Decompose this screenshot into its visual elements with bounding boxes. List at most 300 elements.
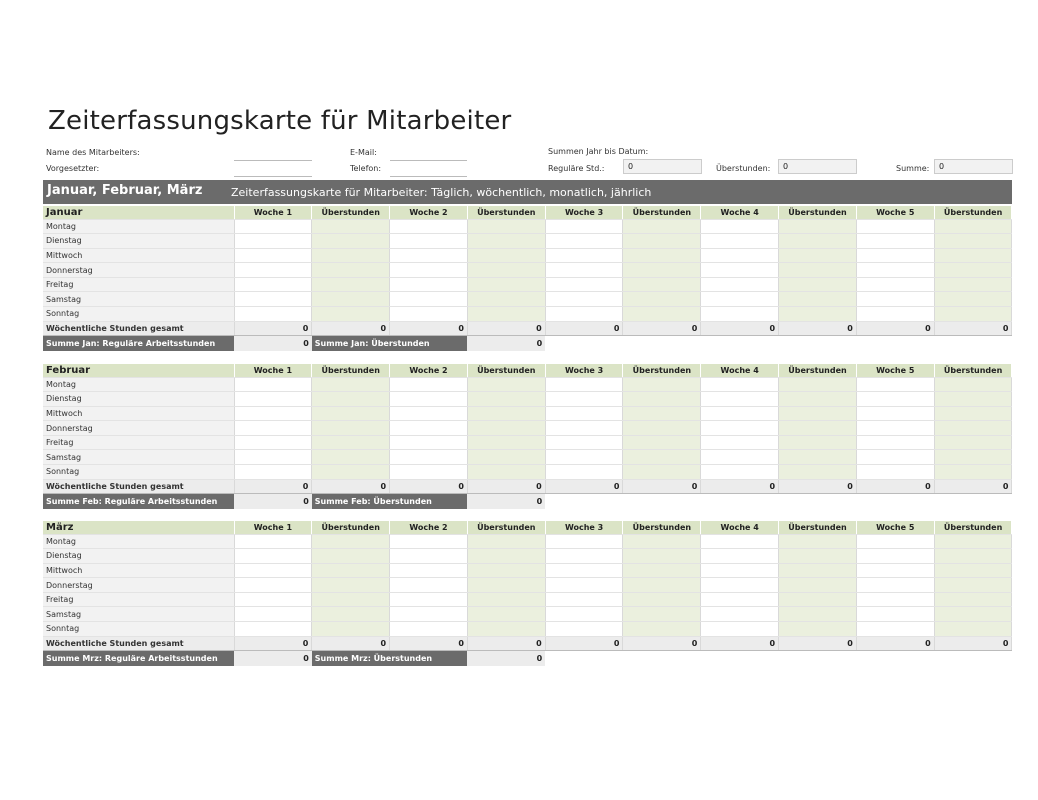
weekly-total-value: 0 [545, 321, 623, 336]
hours-cell[interactable] [312, 277, 390, 292]
hours-cell[interactable] [467, 307, 545, 322]
hours-cell[interactable] [312, 578, 390, 593]
hours-cell[interactable] [545, 563, 623, 578]
quarter-band [43, 180, 1012, 204]
hours-cell[interactable] [467, 292, 545, 307]
hours-cell[interactable] [779, 307, 857, 322]
total-value: 0 [934, 159, 1013, 174]
hours-cell[interactable] [623, 450, 701, 465]
hours-cell[interactable] [779, 435, 857, 450]
hours-cell[interactable] [312, 263, 390, 278]
weekly-total-value: 0 [934, 636, 1012, 651]
hours-cell[interactable] [779, 592, 857, 607]
weekly-total-value: 0 [467, 479, 545, 494]
hours-cell[interactable] [856, 465, 934, 480]
hours-cell[interactable] [623, 421, 701, 436]
hours-cell[interactable] [779, 377, 857, 392]
hours-cell[interactable] [934, 578, 1012, 593]
hours-cell[interactable] [701, 263, 779, 278]
hours-cell[interactable] [856, 450, 934, 465]
weekly-total-value: 0 [856, 636, 934, 651]
column-header: Überstunden [467, 206, 545, 219]
hours-cell[interactable] [312, 234, 390, 249]
hours-cell[interactable] [856, 292, 934, 307]
hours-cell[interactable] [467, 248, 545, 263]
column-header: Woche 3 [545, 521, 623, 534]
hours-cell[interactable] [467, 465, 545, 480]
hours-cell[interactable] [856, 435, 934, 450]
empty-cell [701, 494, 779, 509]
hours-cell[interactable] [545, 421, 623, 436]
hours-cell[interactable] [390, 592, 468, 607]
hours-cell[interactable] [312, 406, 390, 421]
hours-cell[interactable] [934, 248, 1012, 263]
hours-cell[interactable] [701, 563, 779, 578]
hours-cell[interactable] [934, 450, 1012, 465]
sum-overtime-label: Summe Mrz: Überstunden [312, 651, 468, 666]
hours-cell[interactable] [390, 307, 468, 322]
weekly-total-value: 0 [312, 321, 390, 336]
hours-cell[interactable] [779, 549, 857, 564]
empty-cell [856, 651, 934, 666]
month-name: Januar [43, 206, 234, 219]
hours-cell[interactable] [934, 563, 1012, 578]
hours-cell[interactable] [623, 392, 701, 407]
hours-cell[interactable] [856, 592, 934, 607]
hours-cell[interactable] [934, 392, 1012, 407]
empty-cell [623, 651, 701, 666]
hours-cell[interactable] [934, 421, 1012, 436]
hours-cell[interactable] [701, 435, 779, 450]
quarter-title: Januar, Februar, März [47, 183, 203, 198]
hours-cell[interactable] [934, 234, 1012, 249]
hours-cell[interactable] [234, 234, 312, 249]
hours-cell[interactable] [390, 406, 468, 421]
page-title: Zeiterfassungskarte für Mitarbeiter [48, 106, 512, 136]
hours-cell[interactable] [701, 465, 779, 480]
hours-cell[interactable] [701, 377, 779, 392]
hours-cell[interactable] [234, 392, 312, 407]
hours-cell[interactable] [934, 292, 1012, 307]
weekly-total-value: 0 [545, 636, 623, 651]
hours-cell[interactable] [467, 421, 545, 436]
hours-cell[interactable] [545, 406, 623, 421]
hours-cell[interactable] [701, 277, 779, 292]
weekly-total-label: Wöchentliche Stunden gesamt [43, 636, 234, 651]
hours-cell[interactable] [856, 578, 934, 593]
hours-cell[interactable] [856, 563, 934, 578]
day-label: Montag [43, 534, 234, 549]
weekly-total-value: 0 [390, 321, 468, 336]
column-header: Woche 2 [390, 521, 468, 534]
hours-cell[interactable] [779, 219, 857, 234]
hours-cell[interactable] [623, 263, 701, 278]
hours-cell[interactable] [390, 607, 468, 622]
column-header: Woche 4 [701, 521, 779, 534]
weekly-total-value: 0 [623, 321, 701, 336]
weekly-total-value: 0 [390, 636, 468, 651]
hours-cell[interactable] [234, 377, 312, 392]
hours-cell[interactable] [312, 563, 390, 578]
sum-overtime-label: Summe Jan: Überstunden [312, 336, 468, 351]
hours-cell[interactable] [623, 592, 701, 607]
hours-cell[interactable] [545, 607, 623, 622]
hours-cell[interactable] [234, 450, 312, 465]
hours-cell[interactable] [856, 219, 934, 234]
column-header: Überstunden [623, 206, 701, 219]
sum-regular-value: 0 [234, 651, 312, 666]
hours-cell[interactable] [312, 465, 390, 480]
hours-cell[interactable] [623, 622, 701, 637]
hours-cell[interactable] [623, 607, 701, 622]
hours-cell[interactable] [545, 248, 623, 263]
weekly-total-value: 0 [390, 479, 468, 494]
empty-cell [779, 494, 857, 509]
supervisor-field[interactable] [234, 162, 312, 177]
hours-cell[interactable] [779, 534, 857, 549]
hours-cell[interactable] [856, 248, 934, 263]
empty-cell [934, 336, 1012, 351]
hours-cell[interactable] [545, 263, 623, 278]
hours-cell[interactable] [934, 406, 1012, 421]
hours-cell[interactable] [390, 435, 468, 450]
hours-cell[interactable] [545, 307, 623, 322]
hours-cell[interactable] [856, 307, 934, 322]
hours-cell[interactable] [312, 622, 390, 637]
hours-cell[interactable] [312, 607, 390, 622]
hours-cell[interactable] [234, 465, 312, 480]
hours-cell[interactable] [390, 292, 468, 307]
day-label: Samstag [43, 450, 234, 465]
hours-cell[interactable] [234, 622, 312, 637]
hours-cell[interactable] [623, 219, 701, 234]
regular-hours-value: 0 [623, 159, 702, 174]
hours-cell[interactable] [779, 234, 857, 249]
column-header: Überstunden [934, 364, 1012, 377]
hours-cell[interactable] [779, 406, 857, 421]
hours-cell[interactable] [234, 421, 312, 436]
hours-cell[interactable] [779, 263, 857, 278]
column-header: Woche 2 [390, 206, 468, 219]
hours-cell[interactable] [701, 450, 779, 465]
hours-cell[interactable] [390, 578, 468, 593]
hours-cell[interactable] [934, 607, 1012, 622]
hours-cell[interactable] [467, 219, 545, 234]
hours-cell[interactable] [623, 549, 701, 564]
column-header: Woche 3 [545, 364, 623, 377]
empty-cell [856, 336, 934, 351]
hours-cell[interactable] [312, 421, 390, 436]
day-label: Freitag [43, 435, 234, 450]
month-name: März [43, 521, 234, 534]
day-label: Donnerstag [43, 421, 234, 436]
hours-cell[interactable] [234, 578, 312, 593]
hours-cell[interactable] [390, 263, 468, 278]
phone-field[interactable] [390, 162, 467, 177]
hours-cell[interactable] [467, 607, 545, 622]
hours-cell[interactable] [312, 592, 390, 607]
hours-cell[interactable] [312, 549, 390, 564]
hours-cell[interactable] [234, 307, 312, 322]
hours-cell[interactable] [467, 406, 545, 421]
hours-cell[interactable] [390, 563, 468, 578]
hours-cell[interactable] [234, 219, 312, 234]
empty-cell [779, 336, 857, 351]
day-label: Donnerstag [43, 263, 234, 278]
hours-cell[interactable] [390, 234, 468, 249]
hours-cell[interactable] [234, 534, 312, 549]
weekly-total-value: 0 [856, 321, 934, 336]
hours-cell[interactable] [390, 465, 468, 480]
phone-label: Telefon: [350, 164, 382, 173]
hours-cell[interactable] [467, 578, 545, 593]
supervisor-label: Vorgesetzter: [46, 164, 100, 173]
regular-hours-label: Reguläre Std.: [548, 164, 605, 173]
hours-cell[interactable] [779, 563, 857, 578]
hours-cell[interactable] [934, 534, 1012, 549]
hours-cell[interactable] [467, 622, 545, 637]
weekly-total-value: 0 [623, 636, 701, 651]
email-field[interactable] [390, 146, 467, 161]
hours-cell[interactable] [467, 392, 545, 407]
hours-cell[interactable] [390, 392, 468, 407]
hours-cell[interactable] [234, 292, 312, 307]
hours-cell[interactable] [545, 219, 623, 234]
sum-overtime-value: 0 [467, 494, 545, 509]
quarter-subtitle: Zeiterfassungskarte für Mitarbeiter: Täglich, wöchentlich, monatlich, jährlich [231, 186, 652, 199]
hours-cell[interactable] [467, 263, 545, 278]
hours-cell[interactable] [545, 377, 623, 392]
empty-cell [856, 494, 934, 509]
column-header: Überstunden [312, 521, 390, 534]
hours-cell[interactable] [856, 622, 934, 637]
hours-cell[interactable] [623, 435, 701, 450]
sum-regular-value: 0 [234, 336, 312, 351]
hours-cell[interactable] [701, 406, 779, 421]
hours-cell[interactable] [467, 563, 545, 578]
hours-cell[interactable] [856, 377, 934, 392]
weekly-total-value: 0 [701, 636, 779, 651]
month-table-0 [43, 206, 1012, 351]
hours-cell[interactable] [623, 465, 701, 480]
hours-cell[interactable] [390, 534, 468, 549]
hours-cell[interactable] [390, 219, 468, 234]
hours-cell[interactable] [701, 307, 779, 322]
sum-overtime-label: Summe Feb: Überstunden [312, 494, 468, 509]
hours-cell[interactable] [623, 248, 701, 263]
weekly-total-value: 0 [312, 636, 390, 651]
hours-cell[interactable] [701, 622, 779, 637]
hours-cell[interactable] [856, 234, 934, 249]
hours-cell[interactable] [312, 377, 390, 392]
hours-cell[interactable] [234, 406, 312, 421]
weekly-total-value: 0 [934, 321, 1012, 336]
hours-cell[interactable] [779, 465, 857, 480]
hours-cell[interactable] [779, 248, 857, 263]
column-header: Woche 1 [234, 364, 312, 377]
hours-cell[interactable] [701, 592, 779, 607]
sum-regular-label: Summe Jan: Reguläre Arbeitsstunden [43, 336, 234, 351]
hours-cell[interactable] [234, 277, 312, 292]
hours-cell[interactable] [623, 406, 701, 421]
hours-cell[interactable] [701, 392, 779, 407]
hours-cell[interactable] [701, 219, 779, 234]
hours-cell[interactable] [623, 234, 701, 249]
hours-cell[interactable] [312, 292, 390, 307]
hours-cell[interactable] [545, 549, 623, 564]
hours-cell[interactable] [234, 549, 312, 564]
empty-cell [623, 336, 701, 351]
hours-cell[interactable] [390, 549, 468, 564]
hours-cell[interactable] [934, 435, 1012, 450]
hours-cell[interactable] [623, 578, 701, 593]
hours-cell[interactable] [467, 234, 545, 249]
hours-cell[interactable] [467, 592, 545, 607]
hours-cell[interactable] [545, 234, 623, 249]
hours-cell[interactable] [545, 277, 623, 292]
hours-cell[interactable] [312, 248, 390, 263]
hours-cell[interactable] [545, 435, 623, 450]
hours-cell[interactable] [701, 578, 779, 593]
hours-cell[interactable] [701, 549, 779, 564]
hours-cell[interactable] [856, 406, 934, 421]
hours-cell[interactable] [934, 549, 1012, 564]
day-label: Dienstag [43, 234, 234, 249]
column-header: Überstunden [779, 521, 857, 534]
day-label: Sonntag [43, 465, 234, 480]
hours-cell[interactable] [934, 263, 1012, 278]
hours-cell[interactable] [701, 234, 779, 249]
hours-cell[interactable] [856, 421, 934, 436]
hours-cell[interactable] [234, 607, 312, 622]
hours-cell[interactable] [701, 292, 779, 307]
hours-cell[interactable] [779, 392, 857, 407]
hours-cell[interactable] [779, 277, 857, 292]
hours-cell[interactable] [312, 534, 390, 549]
hours-cell[interactable] [779, 578, 857, 593]
hours-cell[interactable] [623, 292, 701, 307]
hours-cell[interactable] [312, 307, 390, 322]
hours-cell[interactable] [390, 622, 468, 637]
hours-cell[interactable] [934, 277, 1012, 292]
hours-cell[interactable] [467, 377, 545, 392]
day-label: Sonntag [43, 622, 234, 637]
weekly-total-label: Wöchentliche Stunden gesamt [43, 321, 234, 336]
hours-cell[interactable] [856, 263, 934, 278]
hours-cell[interactable] [623, 377, 701, 392]
hours-cell[interactable] [779, 421, 857, 436]
day-label: Sonntag [43, 307, 234, 322]
hours-cell[interactable] [623, 534, 701, 549]
column-header: Überstunden [934, 521, 1012, 534]
sum-regular-label: Summe Feb: Reguläre Arbeitsstunden [43, 494, 234, 509]
hours-cell[interactable] [545, 622, 623, 637]
month-table-1 [43, 364, 1012, 509]
hours-cell[interactable] [312, 392, 390, 407]
hours-cell[interactable] [701, 248, 779, 263]
hours-cell[interactable] [856, 534, 934, 549]
hours-cell[interactable] [545, 392, 623, 407]
day-label: Samstag [43, 607, 234, 622]
hours-cell[interactable] [779, 607, 857, 622]
employee-name-field[interactable] [234, 146, 312, 161]
employee-name-label: Name des Mitarbeiters: [46, 148, 140, 157]
hours-cell[interactable] [856, 549, 934, 564]
column-header: Überstunden [312, 364, 390, 377]
hours-cell[interactable] [545, 450, 623, 465]
hours-cell[interactable] [234, 592, 312, 607]
hours-cell[interactable] [934, 219, 1012, 234]
hours-cell[interactable] [545, 465, 623, 480]
hours-cell[interactable] [623, 307, 701, 322]
ytd-label: Summen Jahr bis Datum: [548, 147, 649, 156]
hours-cell[interactable] [934, 307, 1012, 322]
hours-cell[interactable] [234, 263, 312, 278]
hours-cell[interactable] [856, 392, 934, 407]
column-header: Woche 3 [545, 206, 623, 219]
hours-cell[interactable] [467, 534, 545, 549]
hours-cell[interactable] [934, 465, 1012, 480]
hours-cell[interactable] [390, 450, 468, 465]
hours-cell[interactable] [467, 549, 545, 564]
hours-cell[interactable] [545, 292, 623, 307]
column-header: Überstunden [779, 364, 857, 377]
hours-cell[interactable] [934, 377, 1012, 392]
hours-cell[interactable] [856, 607, 934, 622]
hours-cell[interactable] [234, 563, 312, 578]
hours-cell[interactable] [467, 435, 545, 450]
month-table-2 [43, 521, 1012, 666]
hours-cell[interactable] [545, 534, 623, 549]
hours-cell[interactable] [779, 622, 857, 637]
hours-cell[interactable] [312, 219, 390, 234]
hours-cell[interactable] [934, 622, 1012, 637]
sum-regular-label: Summe Mrz: Reguläre Arbeitsstunden [43, 651, 234, 666]
column-header: Woche 5 [856, 206, 934, 219]
hours-cell[interactable] [390, 248, 468, 263]
hours-cell[interactable] [390, 377, 468, 392]
column-header: Woche 4 [701, 206, 779, 219]
hours-cell[interactable] [312, 435, 390, 450]
day-label: Dienstag [43, 549, 234, 564]
hours-cell[interactable] [701, 421, 779, 436]
hours-cell[interactable] [390, 277, 468, 292]
hours-cell[interactable] [623, 563, 701, 578]
total-label: Summe: [896, 164, 930, 173]
hours-cell[interactable] [390, 421, 468, 436]
hours-cell[interactable] [467, 450, 545, 465]
hours-cell[interactable] [779, 450, 857, 465]
hours-cell[interactable] [623, 277, 701, 292]
hours-cell[interactable] [234, 248, 312, 263]
hours-cell[interactable] [234, 435, 312, 450]
hours-cell[interactable] [545, 578, 623, 593]
weekly-total-label: Wöchentliche Stunden gesamt [43, 479, 234, 494]
hours-cell[interactable] [312, 450, 390, 465]
column-header: Woche 4 [701, 364, 779, 377]
hours-cell[interactable] [545, 592, 623, 607]
hours-cell[interactable] [467, 277, 545, 292]
weekly-total-value: 0 [467, 636, 545, 651]
email-label: E-Mail: [350, 148, 377, 157]
hours-cell[interactable] [856, 277, 934, 292]
empty-cell [934, 651, 1012, 666]
column-header: Überstunden [934, 206, 1012, 219]
hours-cell[interactable] [934, 592, 1012, 607]
hours-cell[interactable] [701, 534, 779, 549]
hours-cell[interactable] [779, 292, 857, 307]
hours-cell[interactable] [701, 607, 779, 622]
